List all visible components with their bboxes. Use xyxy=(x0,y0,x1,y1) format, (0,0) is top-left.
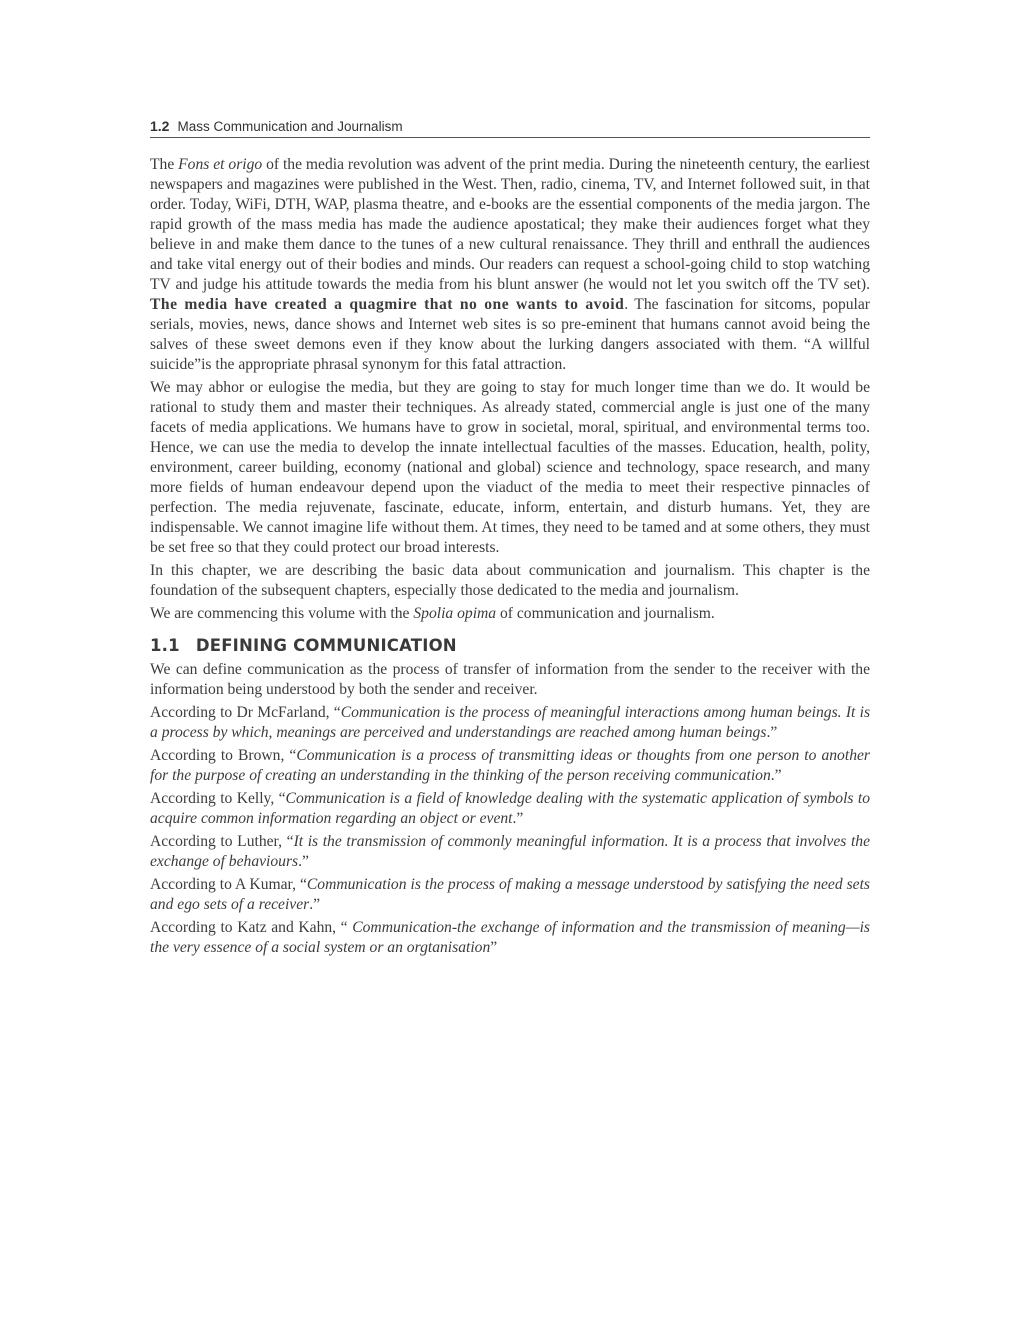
definition-quote: Communication is the process of meaningful interactions among human beings. It is a process by which, meanings are perceived and understandings are reached among human beings xyxy=(150,704,871,741)
attribution: According to A Kumar, “ xyxy=(150,876,307,893)
section-number: 1.1 xyxy=(150,636,180,655)
section-heading xyxy=(150,636,870,656)
definition-mcfarland xyxy=(150,703,870,743)
body-text xyxy=(150,155,870,958)
definition-kelly xyxy=(150,789,870,829)
running-head xyxy=(150,118,870,138)
attribution: According to Katz and Kahn, “ xyxy=(150,919,353,936)
definition-quote: Communication-the exchange of information and the transmission of meaning—is the very essence of a social system or an orgtanisation xyxy=(150,919,870,956)
definition-quote: Communication is a process of transmitting ideas or thoughts from one person to another for the purpose of creating an understanding in the thinking of the person receiving communication xyxy=(150,747,870,784)
text-run: We are commencing this volume with the xyxy=(150,605,414,622)
quote-close: .” xyxy=(309,896,321,913)
page-number: 1.2 xyxy=(150,118,170,134)
latin-phrase: Fons et origo xyxy=(178,156,263,173)
text-run: . The fascination for sitcoms, popular serials, movies, news, dance shows and Internet web sites is so pre-eminent that humans cannot avoid being the salves of these sweet demons even if they know about the lurking dangers associated with them. “A willful suicide”is the appropriate phrasal synonym for this fatal attraction. xyxy=(150,296,870,373)
emphasis-sentence: The media have created a quagmire that no one wants to avoid xyxy=(150,296,625,313)
text-run: of the media revolution was advent of the print media. During the nineteenth century, the earliest newspapers and magazines were published in the West. Then, radio, cinema, TV, and Internet followed suit, in that order. Today, WiFi, DTH, WAP, plasma theatre, and e-books are the essential components of the media jargon. The rapid growth of the mass media has made the audience apostatical; they make their audiences forget what they believe in and make them dance to the tunes of a new cultural renaissance. They thrill and enthrall the audiences and take vital energy out of their bodies and minds. Our readers can request a school-going child to stop watching TV and judge his attitude towards the media from his blunt answer (he would not let you switch off the TV set). xyxy=(150,156,871,293)
definition-quote: Communication is a field of knowledge dealing with the systematic application of symbols to acquire common information regarding an object or event xyxy=(150,790,871,827)
quote-close: .” xyxy=(770,767,782,784)
quote-close: .” xyxy=(766,724,778,741)
paragraph-3: In this chapter, we are describing the basic data about communication and journalism. This chapter is the foundation of the subsequent chapters, especially those dedicated to the media and journalism. xyxy=(150,562,870,599)
definition-kumar xyxy=(150,875,870,915)
book-page xyxy=(150,118,870,961)
quote-close: .” xyxy=(512,810,524,827)
definition-quote: Communication is the process of making a message understood by satisfying the need sets and ego sets of a receiver xyxy=(150,876,870,913)
attribution: According to Brown, “ xyxy=(150,747,297,764)
attribution: According to Luther, “ xyxy=(150,833,294,850)
section-intro: We can define communication as the process of transfer of information from the sender to the receiver with the information being understood by both the sender and receiver. xyxy=(150,661,870,698)
paragraph-1 xyxy=(150,155,870,375)
text-run: The xyxy=(150,156,179,173)
latin-phrase: Spolia opima xyxy=(413,605,497,622)
definition-katz-kahn xyxy=(150,918,870,958)
attribution: According to Kelly, “ xyxy=(150,790,286,807)
section-title: DEFINING COMMUNICATION xyxy=(195,636,457,655)
text-run: of communication and journalism. xyxy=(496,605,715,622)
definition-luther xyxy=(150,832,870,872)
book-title: Mass Communication and Journalism xyxy=(177,119,403,134)
definition-quote: It is the transmission of commonly meaningful information. It is a process that involves the exchange of behaviours xyxy=(150,833,870,870)
quote-close: .” xyxy=(298,853,309,870)
definition-brown xyxy=(150,746,870,786)
quote-close: ” xyxy=(490,939,498,956)
paragraph-4 xyxy=(150,604,870,624)
attribution: According to Dr McFarland, “ xyxy=(150,704,341,721)
paragraph-2: We may abhor or eulogise the media, but they are going to stay for much longer time than we do. It would be rational to study them and master their techniques. As already stated, commercial angle is just one of the many facets of media applications. We humans have to grow in societal, moral, spiritual, and environmental terms too. Hence, we can use the media to develop the innate intellectual faculties of the masses. Education, health, polity, environment, career building, economy (national and global) science and technology, space research, and many more fields of human endeavour depend upon the viaduct of the media to meet their respective pinnacles of perfection. The media rejuvenate, fascinate, educate, inform, entertain, and disturb humans. Yet, they are indispensable. We cannot imagine life without them. At times, they need to be tamed and at some others, they must be set free so that they could protect our broad interests. xyxy=(150,379,870,556)
